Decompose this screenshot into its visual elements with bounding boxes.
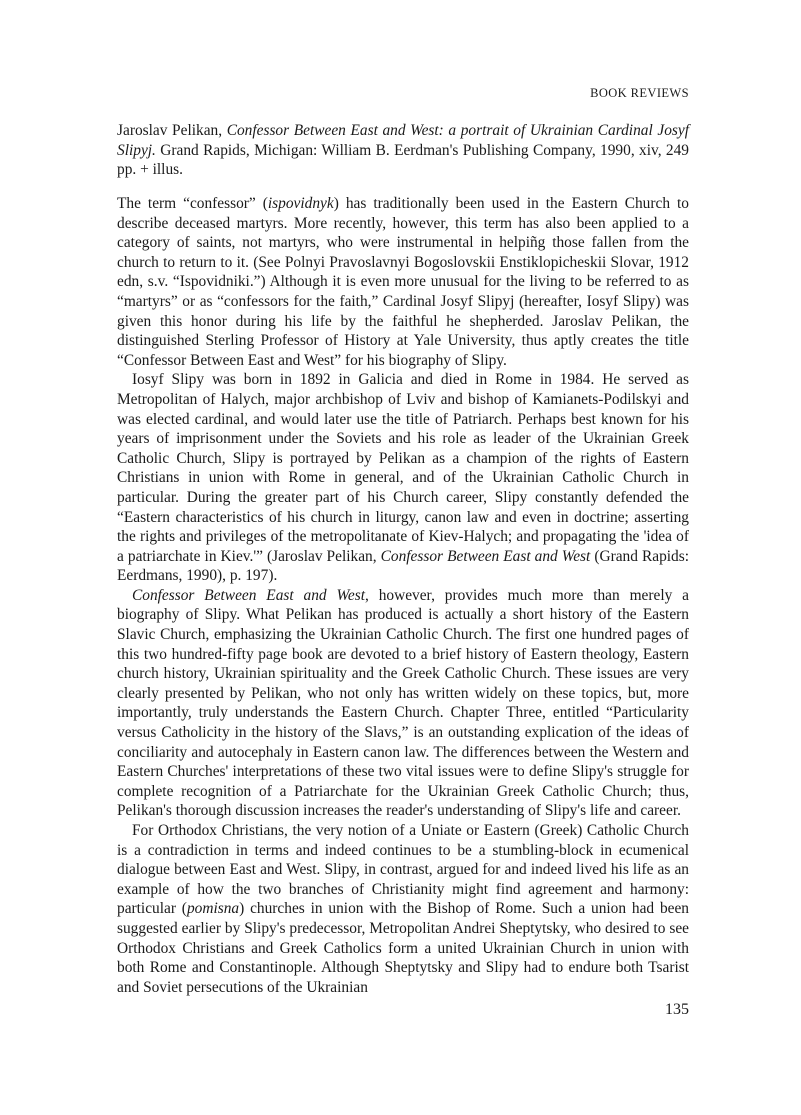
paragraph-4-italic: pomisna xyxy=(186,900,240,918)
review-body xyxy=(117,194,689,997)
paragraph-1-text-c: ) has traditionally been used in the Eastern Church to describe deceased martyrs. More recently, however, this term has also been applied to a category of saints, not martyrs, who were instrumental in helpiñg those fallen from the church to return to it. (See Polnyi Pravoslavnyi Bogoslovskii Enstiklopicheskii Slovar, 1912 edn, s.v. “Ispovidniki.”) Although it is even more unusual for the living to be referred to as “martyrs” or as “confessors for the faith,” Cardinal Josyf Slipyj (hereafter, Iosyf Slipy) was given this honor during his life by the faithful he shepherded. Jaroslav Pelikan, the distinguished Sterling Professor of History at Yale University, thus aptly creates the title “Confessor Between East and West” for his biography of Slipy. xyxy=(117,195,689,369)
paragraph-1-text-a: The term “confessor” ( xyxy=(117,195,268,212)
paragraph-3-italic: Confessor Between East and West xyxy=(132,586,365,604)
paragraph-2-italic: Confessor Between East and West xyxy=(380,547,591,565)
paragraph-1-italic: ispovidnyk xyxy=(267,195,334,212)
paragraph-4 xyxy=(117,821,689,997)
citation-author: Jaroslav Pelikan, xyxy=(117,122,227,139)
paragraph-2-text-c: (Grand Rapids: Eerdmans, 1990), p. 197). xyxy=(117,547,690,585)
paragraph-3-text-b: , however, provides much more than merely a biography of Slipy. What Pelikan has produced is actually a short history of the Eastern Slavic Church, emphasizing the Ukrainian Catholic Church. The first one hundred pages of this two hundred-fifty page book are devoted to a brief history of Eastern theology, Eastern church history, Ukrainian spirituality and the Greek Catholic Church. These issues are very clearly presented by Pelikan, who not only has written widely on these topics, but, more importantly, truly understands the Eastern Church. Chapter Three, entitled “Particularity versus Catholicity in the history of the Slavs,” is an outstanding explication of the ideas of conciliarity and autocephaly in Eastern canon law. The differences between the Western and Eastern Churches' interpretations of these two vital issues were to define Slipy's struggle for complete recognition of a Patriarchate for the Ukrainian Greek Catholic Church; thus, Pelikan's thorough discussion increases the reader's understanding of Slipy's life and career. xyxy=(117,586,689,820)
page xyxy=(117,0,689,1115)
page-number: 135 xyxy=(665,1001,689,1018)
paragraph-1 xyxy=(117,194,689,370)
paragraph-4-text-a: For Orthodox Christians, the very notion of a Uniate or Eastern (Greek) Catholic Church is a contradiction in terms and indeed continues to be a stumbling-block in ecumenical dialogue between East and West. Slipy, in contrast, argued for and indeed lived his life as an example of how the two branches of Christianity might find agreement and harmony: particular ( xyxy=(117,822,689,918)
citation-title: Confessor Between East and West: a portrait of Ukrainian Cardinal Josyf Slipyj. xyxy=(117,122,689,159)
paragraph-4-text-c: ) churches in union with the Bishop of Rome. Such a union had been suggested earlier by Slipy's predecessor, Metropolitan Andrei Sheptytsky, who desired to see Orthodox Christians and Greek Catholics form a united Ukrainian Church in union with both Rome and Constantinople. Although Sheptytsky and Slipy had to endure both Tsarist and Soviet persecutions of the Ukrainian xyxy=(117,900,690,996)
running-head: BOOK REVIEWS xyxy=(590,86,689,100)
paragraph-2-text-a: Iosyf Slipy was born in 1892 in Galicia and died in Rome in 1984. He served as Metropolitan of Halych, major archbishop of Lviv and bishop of Kamianets-Podilskyi and was elected cardinal, and would later use the title of Patriarch. Perhaps best known for his years of imprisonment under the Soviets and his role as leader of the Ukrainian Greek Catholic Church, Slipy is portrayed by Pelikan as a champion of the rights of Eastern Christians in union with Rome in general, and of the Ukrainian Catholic Church in particular. During the greater part of his Church career, Slipy constantly defended the “Eastern characteristics of his church in liturgy, canon law and even in doctrine; asserting the rights and privileges of the metropolitanate of Kiev-Halych; and propagating the 'idea of a patriarchate in Kiev.'” (Jaroslav Pelikan, xyxy=(117,371,689,565)
citation-publication: Grand Rapids, Michigan: William B. Eerdman's Publishing Company, 1990, xiv, 249 pp. + illus. xyxy=(117,141,689,179)
paragraph-3 xyxy=(117,586,689,821)
book-citation xyxy=(117,121,689,180)
paragraph-2 xyxy=(117,370,689,586)
